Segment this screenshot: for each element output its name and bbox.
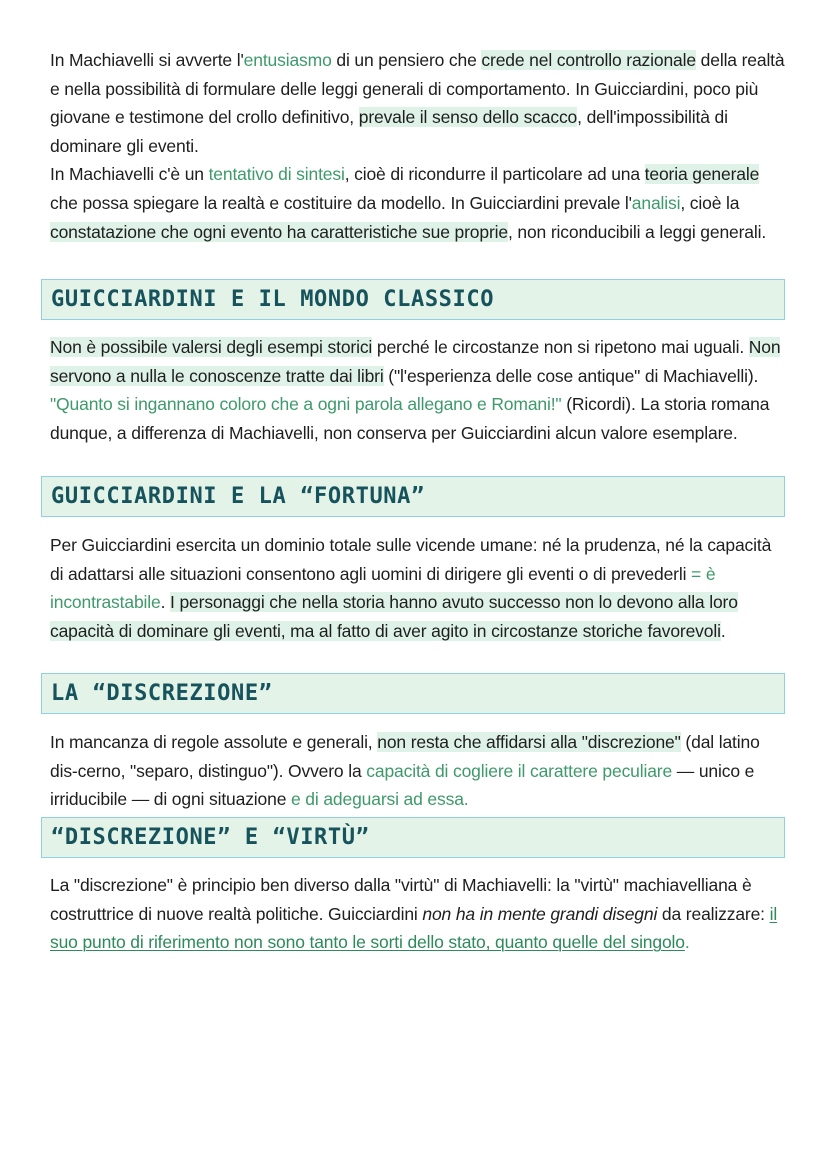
text-run: La "discrezione" è principio ben diverso dalla "virtù" di Machiavelli: la "virtù" machiavelliana è costruttrice di nuove realtà politiche. Guicciardini bbox=[50, 875, 752, 924]
text-run: da realizzare: bbox=[657, 903, 770, 924]
text-run: (dal latino dis-cerno, "separo, distinguo"). Ovvero la bbox=[50, 732, 760, 781]
text-run: , cioè la bbox=[680, 192, 740, 213]
italic-text: non ha in mente grandi disegni bbox=[422, 903, 658, 924]
text-run: ("l'esperienza delle cose antique" di Machiavelli). bbox=[383, 365, 759, 386]
text-run: — unico e irriducibile — di ogni situazione bbox=[50, 760, 755, 810]
text-run: In Machiavelli si avverte l' bbox=[50, 50, 244, 70]
text-run: della realtà e nella possibilità di formulare delle leggi generali di comportamento. In Guicciardini, poco più giovane e testimone del crollo definitivo, bbox=[50, 50, 785, 128]
green-text: tentativo di sintesi bbox=[208, 164, 345, 185]
section-heading-discrezione-virtu bbox=[41, 817, 785, 858]
text-run: In mancanza di regole assolute e generali, bbox=[50, 732, 378, 752]
section-heading-discrezione bbox=[41, 673, 785, 714]
quote-text: "Quanto si ingannano coloro che a ogni parola allegano e Romani!" bbox=[50, 394, 562, 415]
highlighted-text: crede nel controllo razionale bbox=[481, 50, 696, 70]
text-run: In Machiavelli c'è un bbox=[50, 164, 209, 185]
text-run: . bbox=[684, 932, 690, 953]
text-run: , cioè di ricondurre il particolare ad una bbox=[344, 164, 645, 185]
green-text: analisi bbox=[631, 192, 681, 213]
paragraph-discrezione-virtu bbox=[50, 871, 785, 957]
highlighted-text: non resta che affidarsi alla "discrezione" bbox=[377, 732, 681, 752]
section-heading-mondo-classico bbox=[41, 279, 785, 320]
section-heading-fortuna bbox=[41, 476, 785, 517]
underlined-text: il suo punto di riferimento non sono tanto le sorti dello stato, quanto quelle del singolo bbox=[50, 903, 778, 953]
green-text: e di adeguarsi ad essa bbox=[291, 789, 464, 810]
text-run: che possa spiegare la realtà e costituire da modello. In Guicciardini prevale l' bbox=[50, 192, 632, 213]
green-text: entusiasmo bbox=[243, 50, 332, 70]
heading-text: LA “DISCREZIONE” bbox=[51, 681, 273, 706]
paragraph-fortuna bbox=[50, 531, 785, 645]
highlighted-text: Non servono a nulla le conoscenze tratte dai libri bbox=[50, 337, 781, 386]
heading-text: “DISCREZIONE” E “VIRTÙ” bbox=[51, 825, 370, 850]
text-run: di un pensiero che bbox=[331, 50, 482, 70]
highlighted-text: prevale il senso dello scacco bbox=[358, 107, 578, 128]
text-run: . bbox=[160, 592, 171, 613]
text-run: . bbox=[463, 789, 469, 810]
text-run: . bbox=[720, 620, 726, 641]
text-run: (Ricordi). La storia romana dunque, a differenza di Machiavelli, non conserva per Guicciardini alcun valore esemplare. bbox=[50, 394, 770, 443]
paragraph-discrezione bbox=[50, 728, 785, 814]
highlighted-text: teoria generale bbox=[644, 164, 760, 185]
highlighted-text: constatazione che ogni evento ha caratteristiche sue proprie bbox=[50, 221, 508, 242]
text-run: Per Guicciardini esercita un dominio totale sulle vicende umane: né la prudenza, né la capacità di adattarsi alle situazioni consentono agli uomini di dirigere gli eventi o di prevederli bbox=[50, 535, 772, 584]
heading-text: GUICCIARDINI E LA “FORTUNA” bbox=[51, 484, 425, 509]
green-text: capacità di cogliere il carattere peculiare bbox=[366, 760, 673, 781]
paragraph-mondo-classico bbox=[50, 333, 785, 447]
paragraph-machiavelli-guicciardini bbox=[50, 46, 785, 246]
highlighted-text: I personaggi che nella storia hanno avuto successo non lo devono alla loro capacità di dominare gli eventi, ma al fatto di aver agito in circostanze storiche favorevoli bbox=[50, 592, 738, 641]
text-run: , non riconducibili a leggi generali. bbox=[507, 221, 767, 242]
green-text: = è incontrastabile bbox=[50, 563, 716, 613]
text-run: , dell'impossibilità di dominare gli eventi. bbox=[50, 107, 728, 156]
highlighted-text: Non è possibile valersi degli esempi storici bbox=[50, 337, 373, 357]
heading-text: GUICCIARDINI E IL MONDO CLASSICO bbox=[51, 287, 495, 312]
text-run: perché le circostanze non si ripetono mai uguali. bbox=[372, 337, 749, 357]
